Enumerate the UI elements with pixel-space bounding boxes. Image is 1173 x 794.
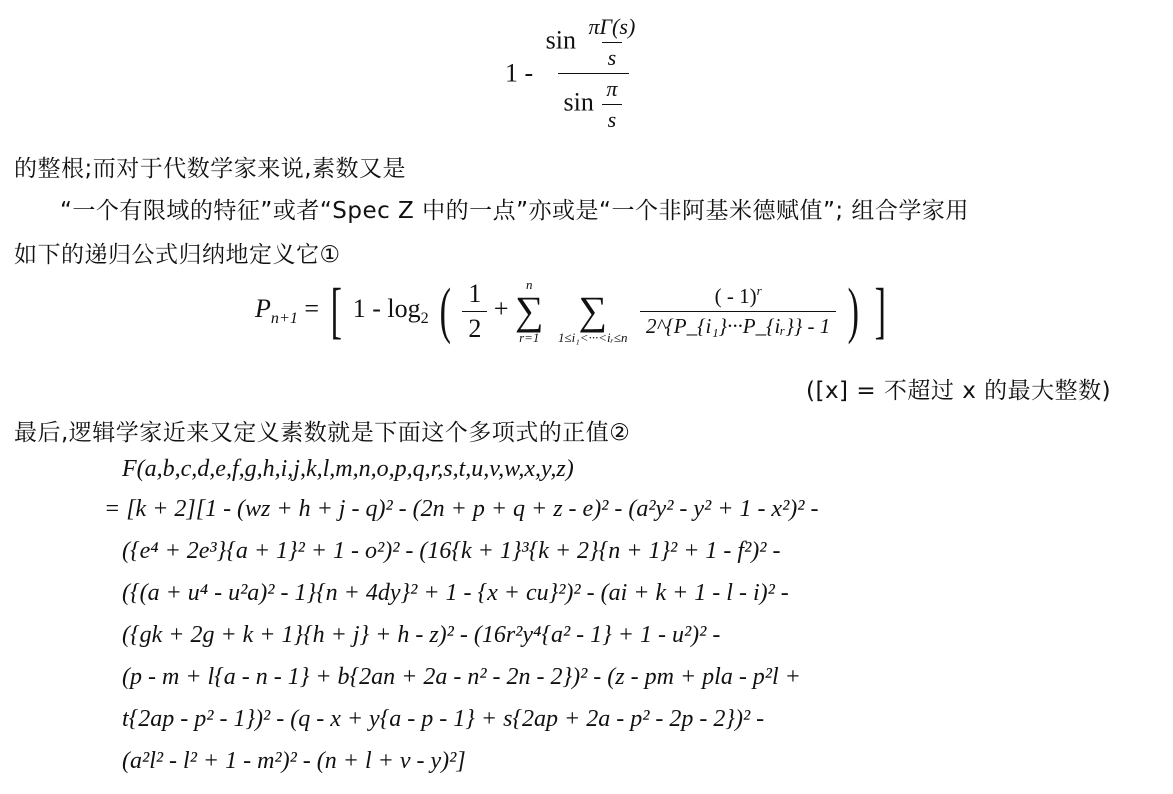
formula-1-den-fn: sin [563, 87, 594, 117]
formula-1-den-den: s [602, 104, 623, 133]
polynomial-line-7: t{2ap - p² - 1})² - (q - x + y{a - p - 1} + s{2ap + 2a - p² - 2p - 2})² - [122, 706, 765, 732]
polynomial-line-4: ({(a + u⁴ - u²a)² - 1}{n + 4dy}² + 1 - {x + cu}²)² - (ai + k + 1 - l - i)² - [122, 580, 789, 606]
formula-2-log-base: 2 [420, 310, 429, 328]
polynomial-line-1: F(a,b,c,d,e,f,g,h,i,j,k,l,m,n,o,p,q,r,s,t,u,v,w,x,y,z) [122, 456, 574, 482]
formula-2-eq: = [304, 293, 320, 323]
sigma-2-icon: ∑ [578, 288, 608, 333]
polynomial-line-3: ({e⁴ + 2e³}{a + 1}² + 1 - o²)² - (16{k + 1}³{k + 2}{n + 1}² + 1 - f²)² - [122, 538, 781, 564]
formula-1-num-fn: sin [545, 25, 577, 55]
polynomial-line-8: (a²l² - l² + 1 - m²)² - (n + l + v - y)²] [122, 748, 466, 774]
formula-2-term: $\frac{( - 1)^r}{\text{2\textasciicircum{}\{P\_\{i₁\}···P\_\{iᵣ\}\} - 1}}$ [640, 283, 836, 339]
formula-1-num-den: s [602, 42, 623, 71]
formula-1 [505, 14, 647, 133]
text-line-2: “一个有限域的特征”或者“Spec Z 中的一点”亦或是“一个非阿基米德赋值”; 组合学家用 [60, 198, 969, 224]
formula-2-half: $\frac{1}{2}$ [462, 279, 487, 344]
left-paren: ( [439, 277, 452, 345]
formula-1-main-fraction [540, 14, 648, 133]
right-bracket: ] [874, 277, 886, 345]
formula-2 [255, 278, 891, 344]
formula-2-lhs: $P_{n+1}$ [255, 293, 298, 328]
sum-2: ∑ 1≤i₁<···<iᵣ≤n [558, 288, 628, 345]
polynomial-line-2: = [k + 2][1 - (wz + h + j - q)² - (2n + p + q + z - e)² - (a²y² - y² + 1 - x²)² - [104, 496, 819, 522]
sum-1: n ∑ r=1 [514, 277, 544, 345]
formula-1-num-num: πΓ(s) [588, 14, 636, 39]
formula-2-log: 1 - log [352, 293, 421, 323]
formula-1-den-fraction [600, 76, 623, 133]
text-line-3: 如下的递归公式归纳地定义它① [14, 242, 341, 268]
formula-2-term-den: 2^{P_{i₁}···P_{iᵣ}} - 1 [640, 311, 836, 339]
note-floor-definition: ([x] = 不超过 x 的最大整数) [806, 378, 1112, 404]
text-line-1: 的整根;而对于代数学家来说,素数又是 [14, 156, 407, 182]
formula-1-lead: 1 - [505, 58, 534, 88]
formula-1-den-num: π [606, 76, 618, 101]
formula-2-plus: + [493, 293, 509, 323]
formula-1-num-fraction [583, 14, 642, 71]
polynomial-line-6: (p - m + l{a - n - 1} + b{2an + 2a - n² - 2n - 2})² - (z - pm + pla - p²l + [122, 664, 801, 690]
sigma-1-icon: ∑ [514, 288, 544, 333]
left-bracket: [ [330, 277, 342, 345]
text-line-4: 最后,逻辑学家近来又定义素数就是下面这个多项式的正值② [14, 420, 631, 446]
right-paren: ) [847, 277, 859, 345]
polynomial-line-5: ({gk + 2g + k + 1}{h + j} + h - z)² - (16r²y⁴{a² - 1} + 1 - u²)² - [122, 622, 721, 648]
